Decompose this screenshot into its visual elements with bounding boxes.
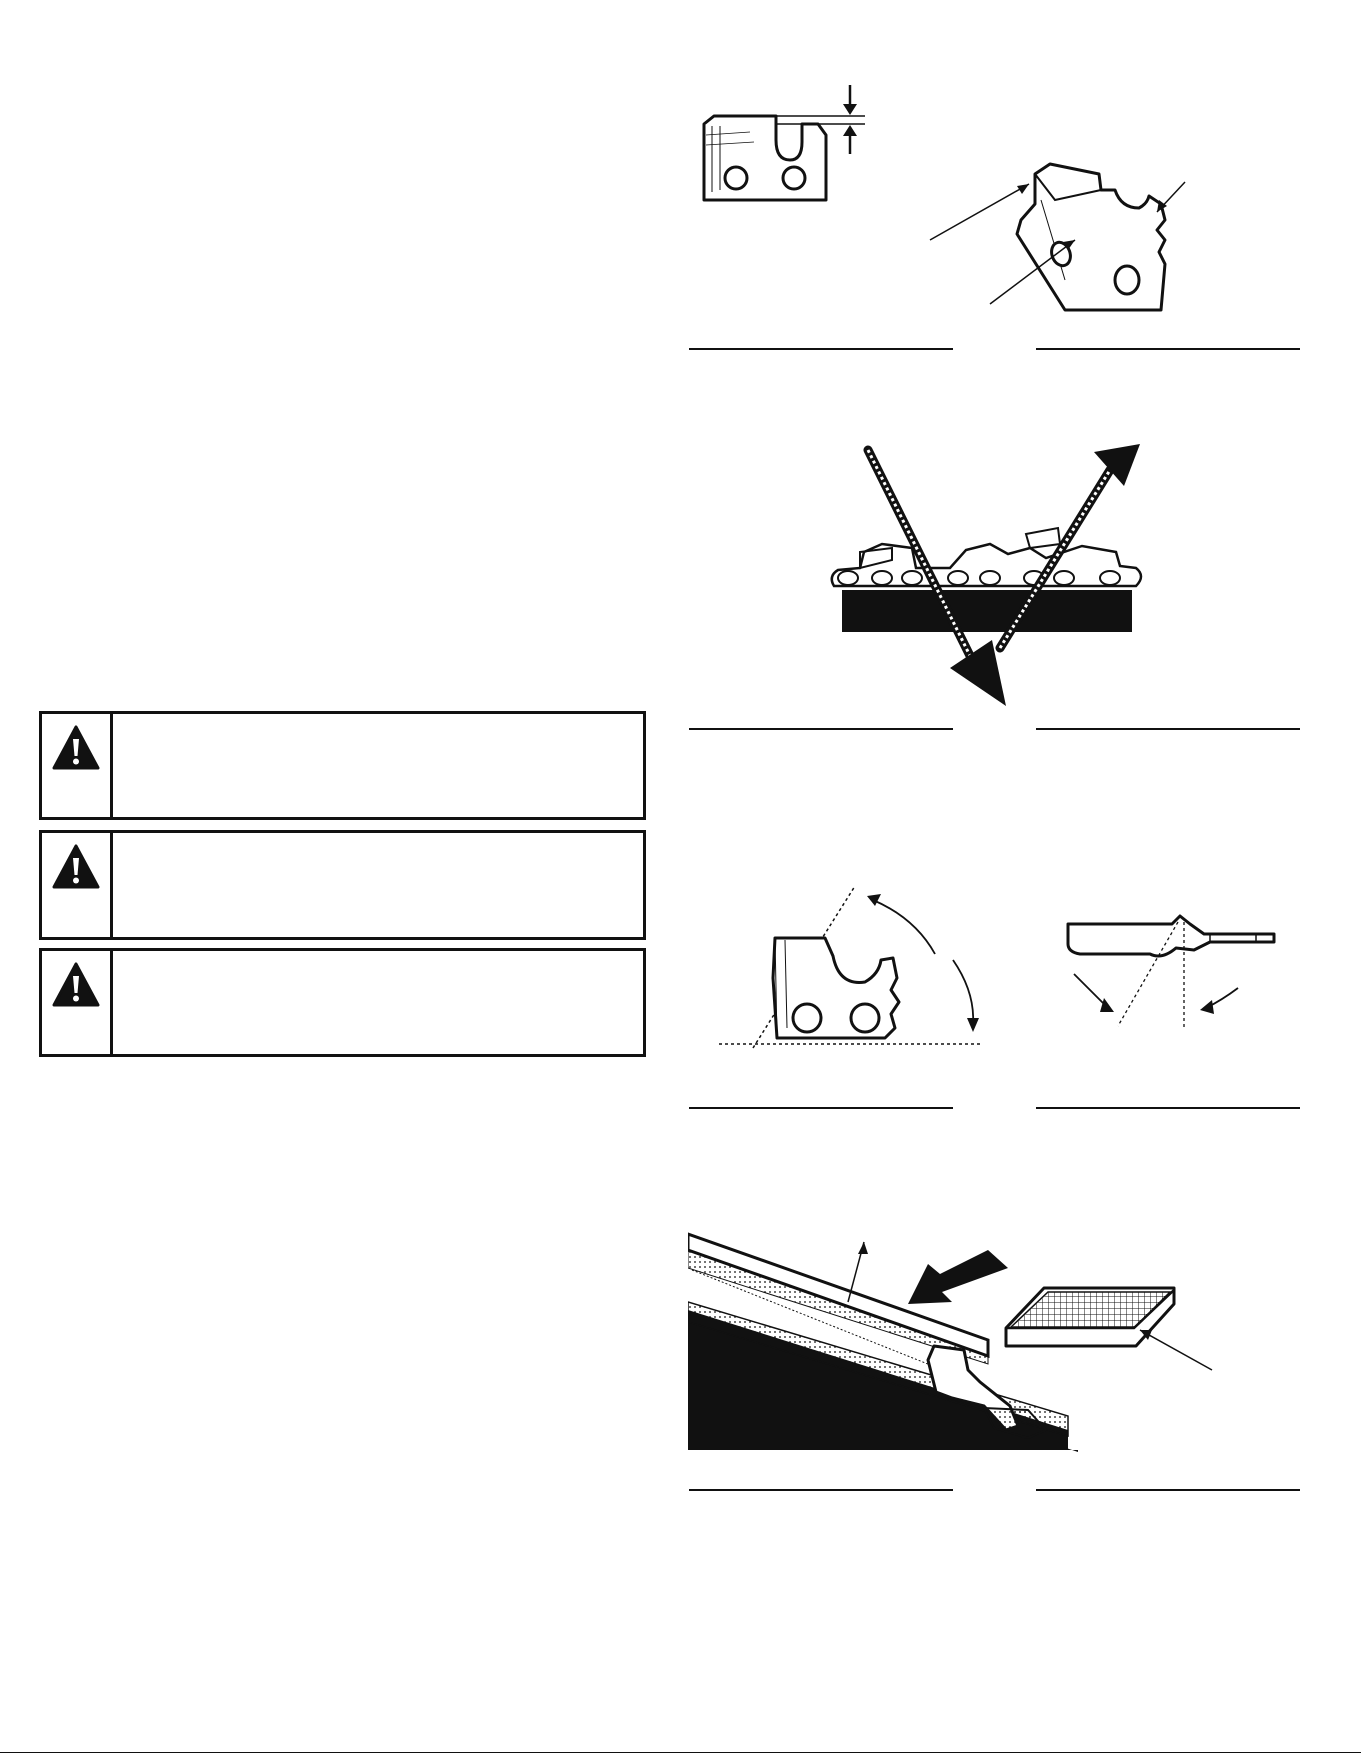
warning-triangle-icon — [52, 724, 100, 772]
figure-rule — [1036, 348, 1300, 350]
figure-rule — [689, 1489, 953, 1491]
warning-box-1 — [39, 711, 646, 820]
warning-box-2 — [39, 830, 646, 940]
bar-file-diagram — [688, 1230, 1228, 1460]
top-plate-angle-diagram — [1060, 900, 1280, 1040]
warning-icon-cell — [42, 714, 113, 817]
figure-rule — [689, 728, 953, 730]
warning-triangle-icon — [52, 843, 100, 891]
warning-box-3 — [39, 948, 646, 1057]
chain-filing-diagram — [820, 440, 1160, 710]
page-bottom-rule — [0, 1752, 1361, 1753]
warning-icon-cell — [42, 951, 113, 1054]
figure-rule — [1036, 1107, 1300, 1109]
depth-gauge-diagram — [690, 80, 870, 210]
figure-rule — [1036, 728, 1300, 730]
cutter-tooth-diagram — [925, 160, 1195, 320]
warning-triangle-icon — [52, 961, 100, 1009]
figure-rule — [689, 348, 953, 350]
cutter-angle-diagram — [715, 878, 985, 1058]
warning-icon-cell — [42, 833, 113, 937]
figure-rule — [1036, 1489, 1300, 1491]
figure-rule — [689, 1107, 953, 1109]
